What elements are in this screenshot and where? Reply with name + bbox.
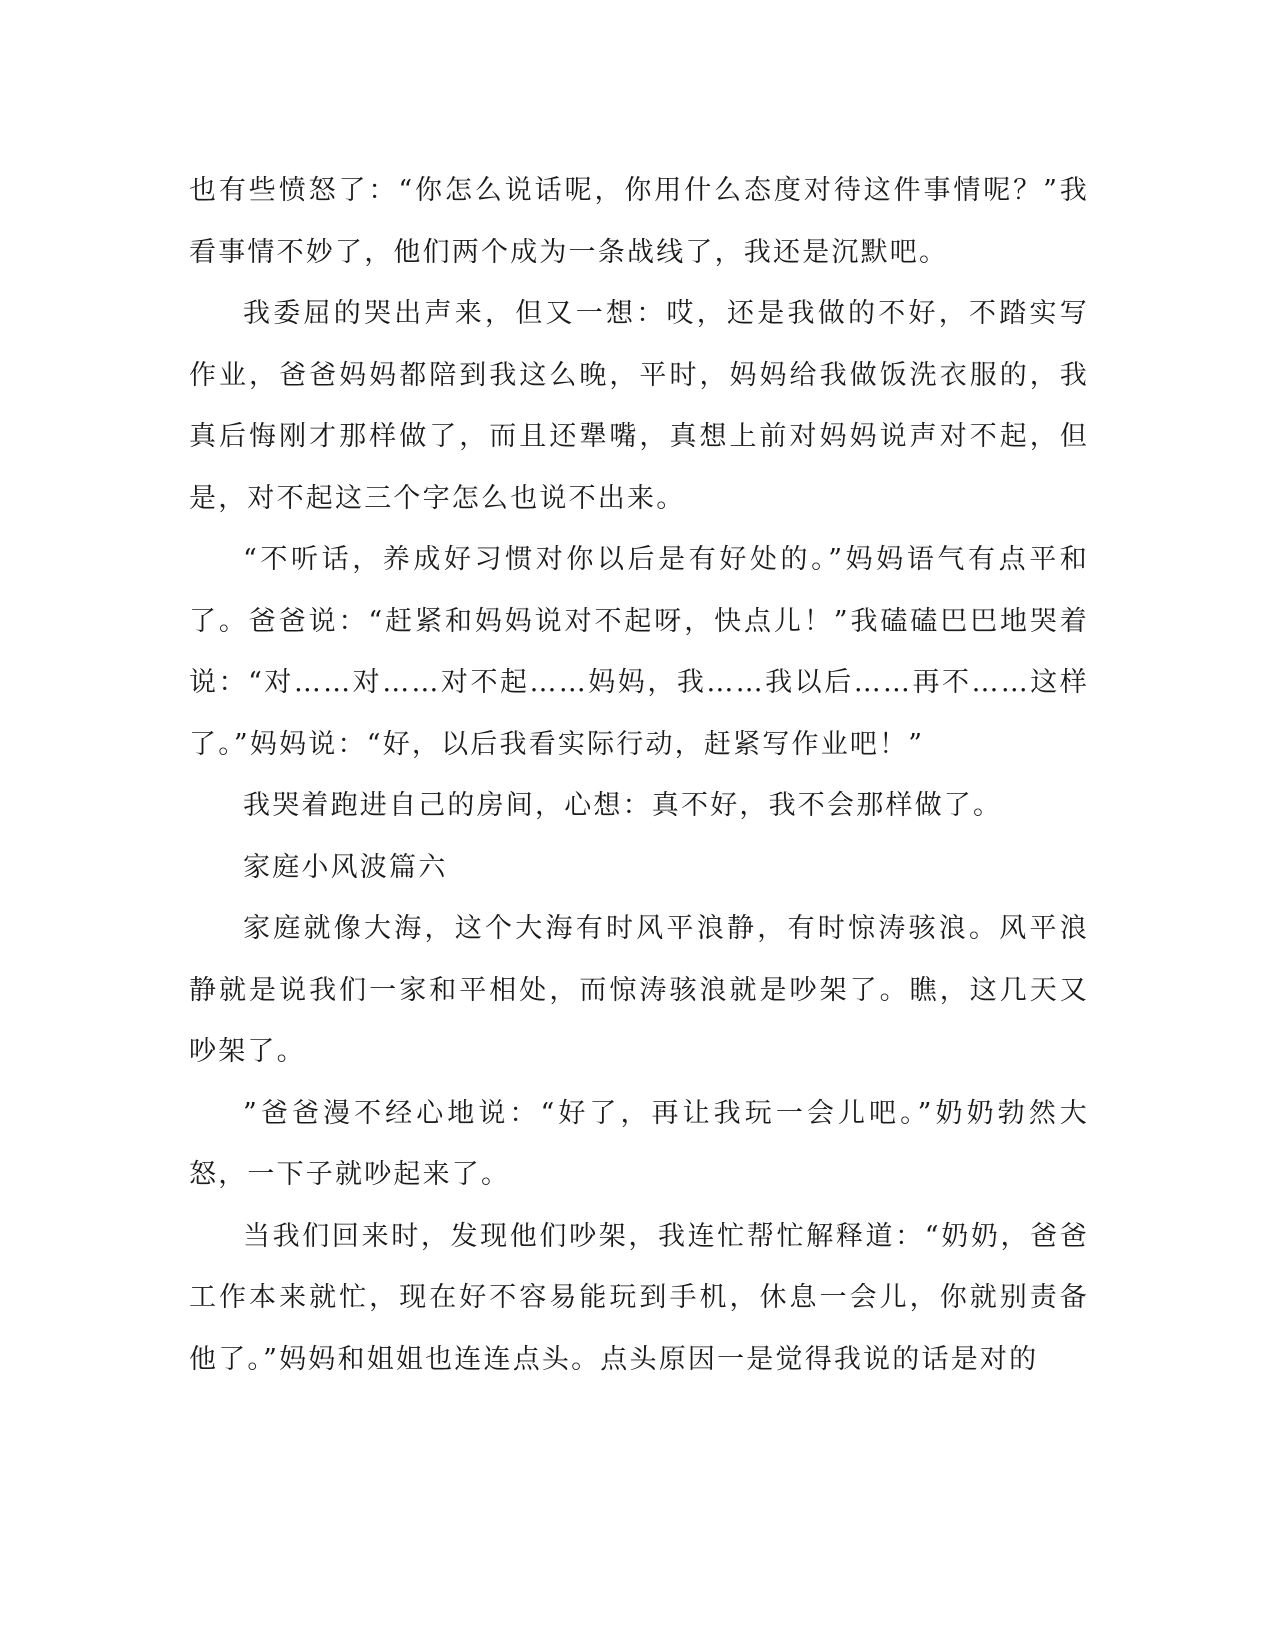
- paragraph: ”爸爸漫不经心地说：“好了，再让我玩一会儿吧。”奶奶勃然大怒，一下子就吵起来了。: [189, 1097, 1089, 1190]
- paragraph-continued: 也有些愤怒了：“你怎么说话呢，你用什么态度对待这件事情呢？”我看事情不妙了，他们两个成为一条战线了，我还是沉默吧。: [189, 175, 1089, 268]
- paragraph: 当我们回来时，发现他们吵架，我连忙帮忙解释道：“奶奶，爸爸工作本来就忙，现在好不容易能玩到手机，休息一会儿，你就别责备他了。”妈妈和姐姐也连连点头。点头原因一是觉得我说的话是对的: [189, 1220, 1089, 1375]
- paragraph: 我哭着跑进自己的房间，心想：真不好，我不会那样做了。: [243, 790, 1003, 821]
- paragraph: 我委屈的哭出声来，但又一想：哎，还是我做的不好，不踏实写作业，爸爸妈妈都陪到我这么晚，平时，妈妈给我做饭洗衣服的，我真后悔刚才那样做了，而且还犟嘴，真想上前对妈妈说声对不起，但是，对不起这三个字怎么也说不出来。: [189, 298, 1089, 514]
- paragraph: “不听话，养成好习惯对你以后是有好处的。”妈妈语气有点平和了。爸爸说：“赶紧和妈妈说对不起呀，快点儿！”我磕磕巴巴地哭着说：“对……对……对不起……妈妈，我……我以后……再不……这样了。”妈妈说：“好，以后我看实际行动，赶紧写作业吧！”: [189, 544, 1089, 760]
- section-title: 家庭小风波篇六: [243, 851, 448, 883]
- document-body: [189, 160, 1089, 1390]
- paragraph: 家庭就像大海，这个大海有时风平浪静，有时惊涛骇浪。风平浪静就是说我们一家和平相处，而惊涛骇浪就是吵架了。瞧，这几天又吵架了。: [189, 913, 1089, 1067]
